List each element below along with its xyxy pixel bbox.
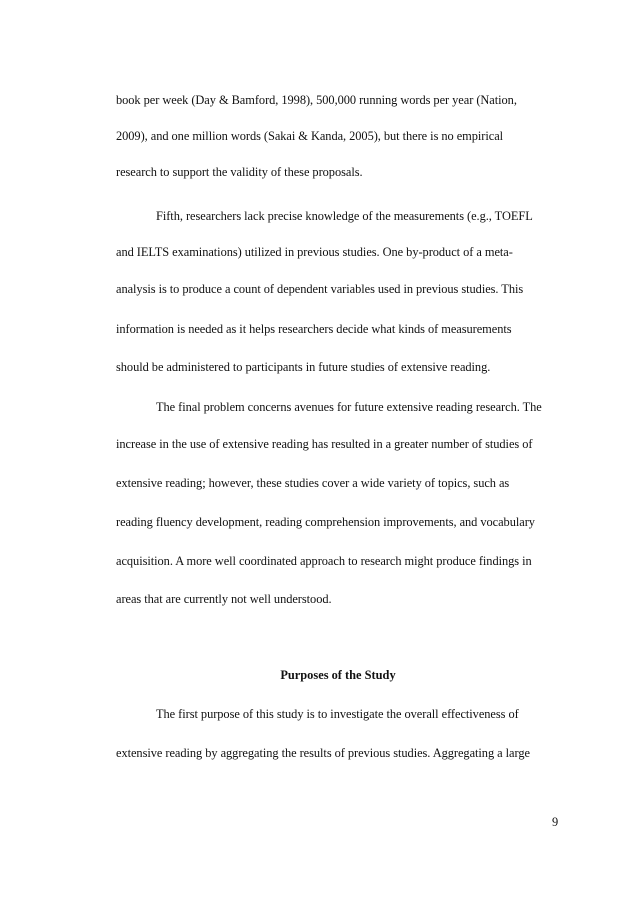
text-line: reading fluency development, reading comprehension improvements, and vocabulary (116, 515, 535, 529)
text-line: The final problem concerns avenues for future extensive reading research. The (156, 400, 542, 414)
section-heading: Purposes of the Study (280, 668, 396, 682)
text-line: The first purpose of this study is to investigate the overall effectiveness of (156, 707, 519, 721)
text-line: and IELTS examinations) utilized in previous studies. One by-product of a meta- (116, 245, 513, 259)
text-line: analysis is to produce a count of dependent variables used in previous studies. This (116, 282, 524, 296)
text-line: Fifth, researchers lack precise knowledge of the measurements (e.g., TOEFL (156, 209, 533, 223)
text-line: should be administered to participants in future studies of extensive reading. (116, 360, 491, 374)
text-line: extensive reading by aggregating the results of previous studies. Aggregating a large (116, 746, 530, 760)
text-line: information is needed as it helps researchers decide what kinds of measurements (116, 322, 512, 336)
text-line: acquisition. A more well coordinated approach to research might produce findings in (116, 554, 532, 568)
text-line: increase in the use of extensive reading has resulted in a greater number of studies of (116, 437, 533, 451)
text-line: extensive reading; however, these studies cover a wide variety of topics, such as (116, 476, 510, 490)
text-line: areas that are currently not well understood. (116, 592, 332, 606)
text-line: research to support the validity of these proposals. (116, 165, 363, 179)
text-line: 2009), and one million words (Sakai & Kanda, 2005), but there is no empirical (116, 129, 504, 143)
text-line: book per week (Day & Bamford, 1998), 500,000 running words per year (Nation, (116, 93, 517, 107)
page-number: 9 (552, 815, 559, 829)
